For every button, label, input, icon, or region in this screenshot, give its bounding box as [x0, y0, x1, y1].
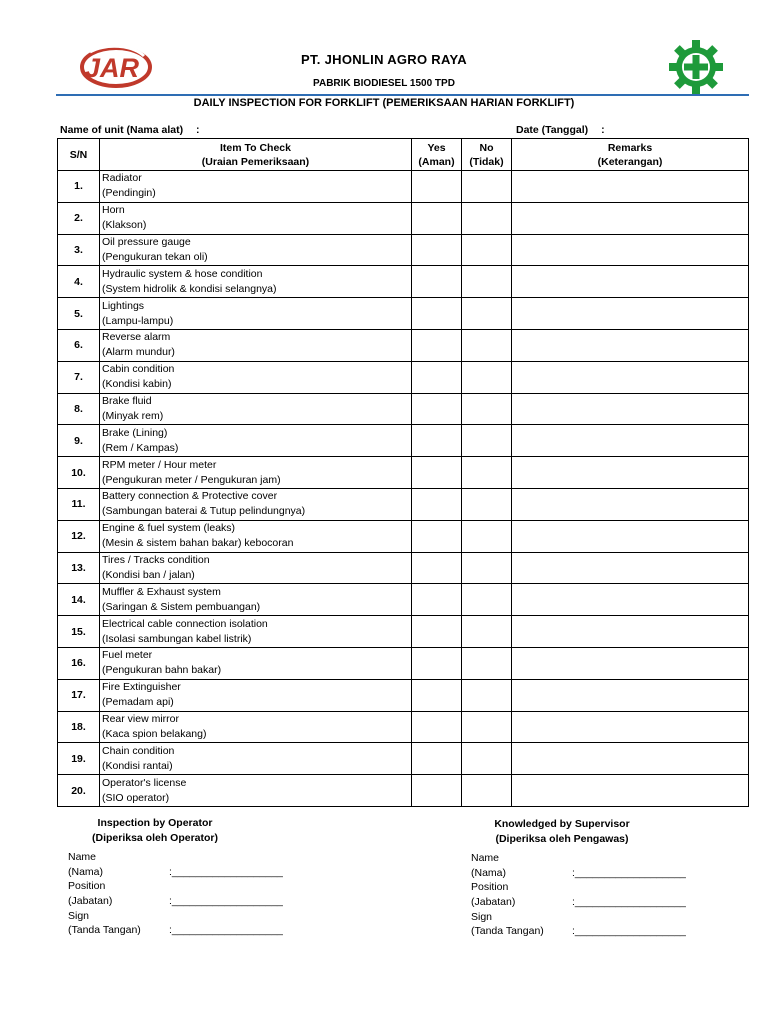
table-row: [58, 171, 749, 203]
no-cell[interactable]: [462, 171, 512, 203]
row-item-id: (Alarm mundur): [102, 346, 175, 359]
row-item-en: Horn: [102, 204, 125, 217]
remarks-cell[interactable]: [512, 202, 749, 234]
row-item-en: RPM meter / Hour meter: [102, 458, 217, 471]
remarks-cell[interactable]: [512, 775, 749, 807]
operator-name-label: Name: [68, 851, 97, 863]
header-item-en: Item To Check: [220, 141, 291, 154]
row-item-id: (Pemadam api): [102, 696, 174, 709]
no-cell[interactable]: [462, 425, 512, 457]
unit-name-field: [60, 124, 200, 136]
date-label: Date (Tanggal): [516, 124, 589, 136]
row-item-en: Muffler & Exhaust system: [102, 585, 221, 598]
table-row: [58, 711, 749, 743]
row-number: 20.: [58, 775, 100, 807]
row-item-id: (Minyak rem): [102, 409, 164, 422]
row-number: 8.: [58, 393, 100, 425]
row-number: 15.: [58, 616, 100, 648]
no-cell[interactable]: [462, 679, 512, 711]
no-cell[interactable]: [462, 361, 512, 393]
row-item-id: (Isolasi sambungan kabel listrik): [102, 632, 252, 645]
row-item: [100, 488, 412, 520]
row-item: [100, 361, 412, 393]
remarks-cell[interactable]: [512, 711, 749, 743]
remarks-cell[interactable]: [512, 329, 749, 361]
row-item-en: Fire Extinguisher: [102, 681, 181, 694]
remarks-cell[interactable]: [512, 234, 749, 266]
row-item-id: (Rem / Kampas): [102, 441, 179, 454]
row-number: 10.: [58, 457, 100, 489]
yes-cell[interactable]: [412, 520, 462, 552]
table-row: [58, 616, 749, 648]
header-item-id: (Uraian Pemeriksaan): [201, 155, 310, 168]
header-item: [100, 139, 412, 171]
remarks-cell[interactable]: [512, 393, 749, 425]
row-item-en: Brake (Lining): [102, 426, 168, 439]
no-cell[interactable]: [462, 234, 512, 266]
table-row: [58, 425, 749, 457]
operator-sign-label-id: (Tanda Tangan): [68, 924, 141, 937]
row-item-en: Rear view mirror: [102, 712, 180, 725]
remarks-cell[interactable]: [512, 488, 749, 520]
no-cell[interactable]: [462, 266, 512, 298]
yes-cell[interactable]: [412, 775, 462, 807]
gear-cross-icon: [667, 38, 725, 96]
table-row: [58, 552, 749, 584]
supervisor-name-label: Name: [471, 852, 500, 864]
header-no-en: No: [479, 141, 494, 154]
yes-cell[interactable]: [412, 361, 462, 393]
operator-signature-heading: [45, 816, 265, 846]
row-item-id: (Kondisi ban / jalan): [102, 568, 195, 581]
row-item-en: Oil pressure gauge: [102, 235, 191, 248]
row-item-en: Electrical cable connection isolation: [102, 617, 268, 630]
no-cell[interactable]: [462, 298, 512, 330]
yes-cell[interactable]: [412, 743, 462, 775]
table-row: [58, 234, 749, 266]
table-row: [58, 775, 749, 807]
remarks-cell[interactable]: [512, 425, 749, 457]
row-item: [100, 520, 412, 552]
row-item-id: (Kondisi kabin): [102, 378, 172, 391]
table-row: [58, 329, 749, 361]
table-row: [58, 361, 749, 393]
table-row: [58, 743, 749, 775]
row-item: [100, 679, 412, 711]
no-cell[interactable]: [462, 552, 512, 584]
row-item: [100, 266, 412, 298]
operator-position-line[interactable]: :___________________: [169, 895, 283, 908]
remarks-cell[interactable]: [512, 743, 749, 775]
header-remarks-id: (Keterangan): [597, 155, 663, 168]
row-item: [100, 743, 412, 775]
row-item-en: Chain condition: [102, 744, 175, 757]
operator-name-line[interactable]: :___________________: [169, 865, 283, 878]
row-item: [100, 171, 412, 203]
row-number: 1.: [58, 171, 100, 203]
remarks-cell[interactable]: [512, 552, 749, 584]
row-item: [100, 234, 412, 266]
row-item-en: Operator's license: [102, 776, 187, 789]
remarks-cell[interactable]: [512, 520, 749, 552]
jar-logo-text: JAR: [84, 53, 140, 83]
operator-name-label-id: (Nama): [68, 865, 104, 878]
no-cell[interactable]: [462, 520, 512, 552]
table-row: [58, 584, 749, 616]
row-number: 18.: [58, 711, 100, 743]
header-remarks: [512, 139, 749, 171]
row-item-id: (Lampu-lampu): [102, 314, 174, 327]
company-name: PT. JHONLIN AGRO RAYA: [301, 52, 467, 67]
row-number: 2.: [58, 202, 100, 234]
row-item: [100, 584, 412, 616]
yes-cell[interactable]: [412, 584, 462, 616]
row-item-en: Fuel meter: [102, 649, 153, 662]
header-yes-en: Yes: [427, 141, 446, 154]
table-row: [58, 298, 749, 330]
row-item-id: (SIO operator): [102, 791, 170, 804]
supervisor-name-line[interactable]: :___________________: [572, 866, 686, 879]
row-item-id: (Kondisi rantai): [102, 759, 173, 772]
no-cell[interactable]: [462, 584, 512, 616]
supervisor-sign-label: Sign: [471, 910, 493, 923]
operator-title-en: Inspection by Operator: [97, 817, 213, 829]
row-item: [100, 616, 412, 648]
row-number: 16.: [58, 647, 100, 679]
row-number: 14.: [58, 584, 100, 616]
no-cell[interactable]: [462, 743, 512, 775]
row-item: [100, 457, 412, 489]
yes-cell[interactable]: [412, 171, 462, 203]
row-number: 5.: [58, 298, 100, 330]
remarks-cell[interactable]: [512, 616, 749, 648]
no-cell[interactable]: [462, 488, 512, 520]
row-item-id: (Mesin & sistem bahan bakar) kebocoran: [102, 537, 294, 550]
supervisor-sign-line[interactable]: :___________________: [572, 925, 686, 938]
header-sn: S/N: [58, 139, 100, 171]
row-item: [100, 202, 412, 234]
row-number: 12.: [58, 520, 100, 552]
row-item-en: Engine & fuel system (leaks): [102, 522, 236, 535]
supervisor-signature-heading: [452, 817, 672, 847]
yes-cell[interactable]: [412, 616, 462, 648]
row-number: 3.: [58, 234, 100, 266]
header-no: [462, 139, 512, 171]
remarks-cell[interactable]: [512, 171, 749, 203]
yes-cell[interactable]: [412, 647, 462, 679]
row-item-en: Radiator: [102, 172, 142, 185]
row-number: 4.: [58, 266, 100, 298]
table-row: [58, 647, 749, 679]
operator-position-label: Position: [68, 880, 106, 893]
remarks-cell[interactable]: [512, 647, 749, 679]
row-item: [100, 298, 412, 330]
unit-name-label: Name of unit (Nama alat): [60, 124, 184, 136]
row-item-en: Cabin condition: [102, 363, 175, 376]
row-number: 9.: [58, 425, 100, 457]
header-yes: [412, 139, 462, 171]
table-header-row: [58, 139, 749, 171]
row-number: 11.: [58, 488, 100, 520]
row-item: [100, 711, 412, 743]
row-item-en: Hydraulic system & hose condition: [102, 267, 263, 280]
operator-signature-fields: [68, 850, 328, 938]
row-item-id: (Saringan & Sistem pembuangan): [102, 600, 261, 613]
yes-cell[interactable]: [412, 329, 462, 361]
row-number: 7.: [58, 361, 100, 393]
row-item-id: (Klakson): [102, 219, 147, 232]
unit-name-colon: :: [196, 124, 200, 136]
no-cell[interactable]: [462, 457, 512, 489]
table-row: [58, 520, 749, 552]
header-divider: [56, 94, 749, 96]
yes-cell[interactable]: [412, 393, 462, 425]
yes-cell[interactable]: [412, 266, 462, 298]
row-number: 13.: [58, 552, 100, 584]
row-item-id: (Kaca spion belakang): [102, 727, 207, 740]
row-item-id: (Pengukuran bahn bakar): [102, 664, 222, 677]
supervisor-position-label: Position: [471, 881, 509, 894]
supervisor-signature-fields: [471, 851, 731, 939]
row-item: [100, 647, 412, 679]
row-item-id: (Pengukuran tekan oli): [102, 250, 208, 263]
yes-cell[interactable]: [412, 552, 462, 584]
table-row: [58, 202, 749, 234]
row-number: 19.: [58, 743, 100, 775]
no-cell[interactable]: [462, 775, 512, 807]
table-row: [58, 393, 749, 425]
supervisor-position-line[interactable]: :___________________: [572, 896, 686, 909]
row-item-en: Tires / Tracks condition: [102, 553, 210, 566]
supervisor-title-en: Knowledged by Supervisor: [494, 818, 630, 830]
inspection-table: [57, 138, 749, 807]
row-item-en: Battery connection & Protective cover: [102, 490, 278, 503]
row-item: [100, 425, 412, 457]
header-remarks-en: Remarks: [607, 141, 653, 154]
row-number: 6.: [58, 329, 100, 361]
row-item-en: Brake fluid: [102, 394, 152, 407]
yes-cell[interactable]: [412, 425, 462, 457]
yes-cell[interactable]: [412, 234, 462, 266]
header-no-id: (Tidak): [469, 155, 504, 168]
operator-title-id: (Diperiksa oleh Operator): [91, 832, 219, 844]
supervisor-title-id: (Diperiksa oleh Pengawas): [495, 833, 629, 845]
remarks-cell[interactable]: [512, 457, 749, 489]
row-item-en: Reverse alarm: [102, 331, 171, 344]
no-cell[interactable]: [462, 393, 512, 425]
row-item: [100, 552, 412, 584]
yes-cell[interactable]: [412, 202, 462, 234]
row-item: [100, 775, 412, 807]
row-number: 17.: [58, 679, 100, 711]
yes-cell[interactable]: [412, 457, 462, 489]
table-row: [58, 457, 749, 489]
table-row: [58, 266, 749, 298]
operator-sign-line[interactable]: :___________________: [169, 924, 283, 937]
row-item-id: (Sambungan baterai & Tutup pelindungnya): [102, 505, 306, 518]
operator-position-label-id: (Jabatan): [68, 895, 113, 908]
no-cell[interactable]: [462, 647, 512, 679]
operator-sign-label: Sign: [68, 909, 90, 922]
row-item: [100, 393, 412, 425]
date-colon: :: [601, 124, 605, 136]
row-item-id: (System hidrolik & kondisi selangnya): [102, 282, 277, 295]
row-item-id: (Pengukuran meter / Pengukuran jam): [102, 473, 281, 486]
yes-cell[interactable]: [412, 711, 462, 743]
remarks-cell[interactable]: [512, 266, 749, 298]
row-item-en: Lightings: [102, 299, 145, 312]
row-item: [100, 329, 412, 361]
remarks-cell[interactable]: [512, 679, 749, 711]
header-yes-id: (Aman): [418, 155, 455, 168]
remarks-cell[interactable]: [512, 298, 749, 330]
supervisor-position-label-id: (Jabatan): [471, 896, 516, 909]
table-row: [58, 679, 749, 711]
document-title: DAILY INSPECTION FOR FORKLIFT (PEMERIKSAAN HARIAN FORKLIFT): [193, 97, 575, 109]
factory-name: PABRIK BIODIESEL 1500 TPD: [313, 78, 455, 89]
no-cell[interactable]: [462, 202, 512, 234]
supervisor-name-label-id: (Nama): [471, 866, 507, 879]
yes-cell[interactable]: [412, 679, 462, 711]
remarks-cell[interactable]: [512, 584, 749, 616]
remarks-cell[interactable]: [512, 361, 749, 393]
yes-cell[interactable]: [412, 488, 462, 520]
row-item-id: (Pendingin): [102, 187, 156, 200]
table-row: [58, 488, 749, 520]
supervisor-sign-label-id: (Tanda Tangan): [471, 925, 544, 938]
date-field: [516, 124, 605, 136]
no-cell[interactable]: [462, 711, 512, 743]
no-cell[interactable]: [462, 329, 512, 361]
no-cell[interactable]: [462, 616, 512, 648]
yes-cell[interactable]: [412, 298, 462, 330]
